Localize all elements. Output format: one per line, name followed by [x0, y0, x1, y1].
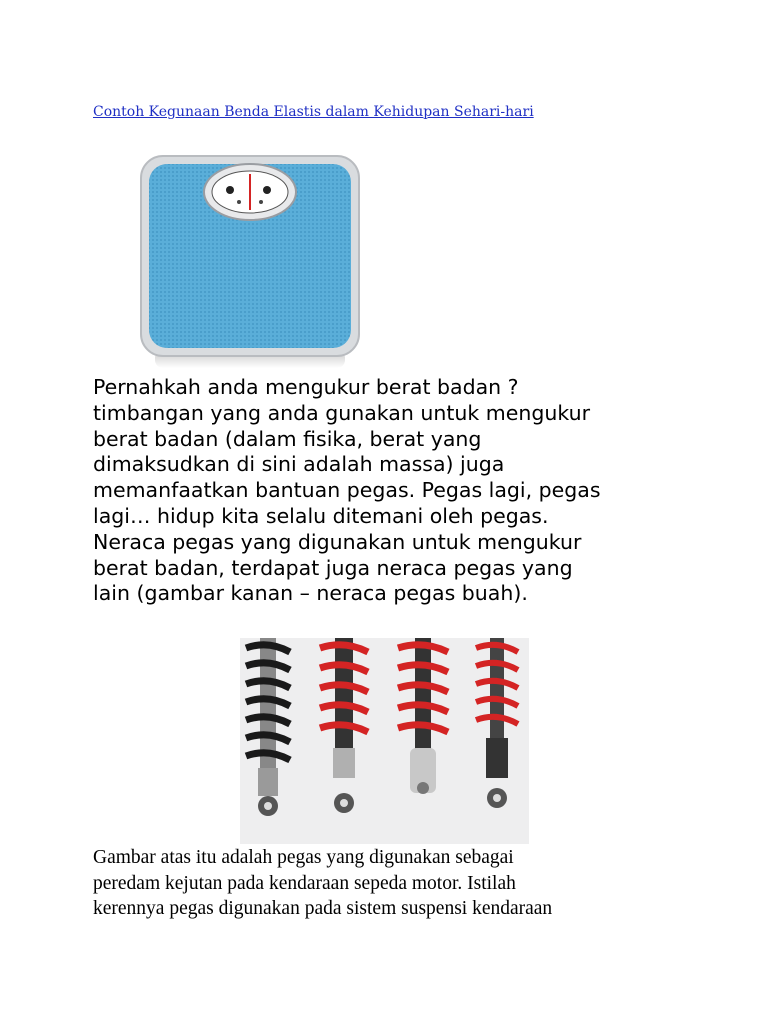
paragraph-line: kerennya pegas digunakan pada sistem suspensi kendaraan [93, 898, 553, 919]
paragraph-line: lain (gambar kanan – neraca pegas buah). [93, 581, 528, 606]
paragraph-line: dimaksudkan di sini adalah massa) juga [93, 452, 505, 477]
paragraph-line: lagi… hidup kita selalu ditemani oleh pegas. [93, 503, 549, 528]
paragraph-line: Pernahkah anda mengukur berat badan ? [93, 375, 519, 399]
bathroom-scale-image [135, 150, 365, 375]
shock-absorber-image [240, 638, 529, 844]
paragraph-line: timbangan yang anda gunakan untuk mengukur [93, 400, 591, 425]
paragraph-line: memanfaatkan bantuan pegas. Pegas lagi, pegas [93, 478, 601, 503]
paragraph-line: berat badan, terdapat juga neraca pegas yang [93, 555, 573, 580]
paragraph-line: peredam kejutan pada kendaraan sepeda motor. Istilah [93, 872, 516, 894]
paragraph-line: berat badan (dalam fisika, berat yang [93, 426, 482, 451]
paragraph-line: Neraca pegas yang digunakan untuk mengukur [93, 529, 582, 554]
paragraph-suspension [93, 845, 693, 922]
paragraph-line: Gambar atas itu adalah pegas yang digunakan sebagai [93, 847, 514, 868]
paragraph-scale [93, 375, 693, 607]
title-link[interactable]: Contoh Kegunaan Benda Elastis dalam Kehidupan Sehari-hari [93, 104, 534, 120]
